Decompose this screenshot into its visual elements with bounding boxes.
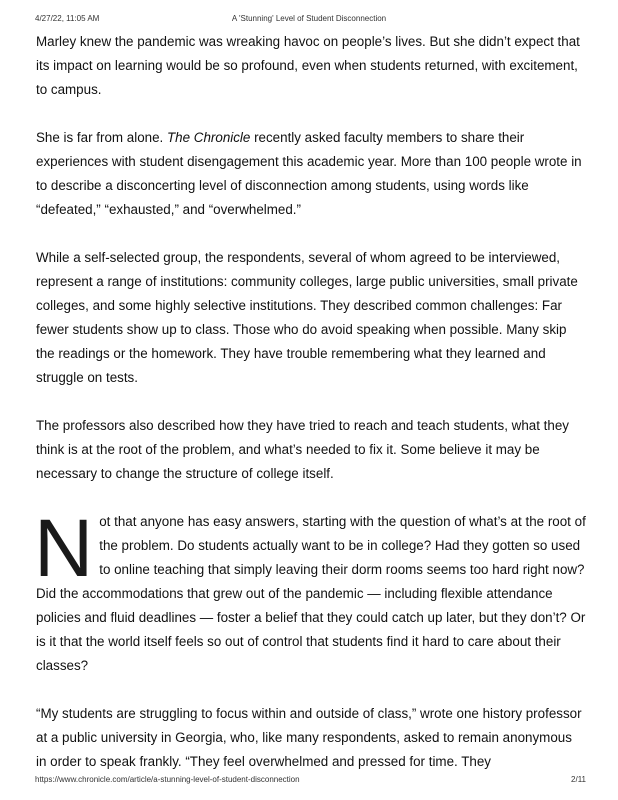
- paragraph-1: Marley knew the pandemic was wreaking havoc on people’s lives. But she didn’t expect that its impact on learning would be so profound, even when students returned, with excitement, to campus.: [36, 34, 580, 97]
- paragraph-2: [36, 126, 586, 222]
- article-body: [36, 30, 586, 774]
- print-footer: [0, 775, 618, 787]
- drop-cap: N: [34, 503, 94, 594]
- print-header: [0, 14, 618, 26]
- paragraph-6: “My students are struggling to focus within and outside of class,” wrote one history professor at a public university in Georgia, who, like many respondents, asked to remain anonymous in order to speak frankly. “They feel overwhelmed and pressed for time. They: [36, 706, 582, 769]
- paragraph-2-start: She is far from alone.: [36, 130, 167, 145]
- paragraph-3: While a self-selected group, the respondents, several of whom agreed to be interviewed, represent a range of institutions: community colleges, large public universities, small private colleges, and some highly selective institutions. They described common challenges: Far fewer students show up to class. Those who do avoid speaking when possible. Many skip the readings or the homework. They have trouble remembering what they learned and struggle on tests.: [36, 250, 578, 385]
- paragraph-4: The professors also described how they have tried to reach and teach students, what they think is at the root of the problem, and what’s needed to fix it. Some believe it may be necessary to change the structure of college itself.: [36, 418, 569, 481]
- publication-name: The Chronicle: [167, 130, 251, 145]
- paragraph-5: [34, 503, 586, 678]
- print-url: https://www.chronicle.com/article/a-stunning-level-of-student-disconnection: [35, 775, 300, 784]
- paragraph-2-rest: recently asked faculty members to share their experiences with student disengagement this academic year. More than 100 people wrote in to describe a disconcerting level of disconnection among students, using words like “defeated,” “exhausted,” and “overwhelmed.”: [36, 130, 582, 217]
- paragraph-5-text: ot that anyone has easy answers, starting with the question of what’s at the root of the problem. Do students actually want to be in college? Had they gotten so used to online teaching that simply leaving their dorm rooms seems too hard right now? Did the accommodations that grew out of the pandemic — including flexible attendance policies and fluid deadlines — foster a belief that they could catch up later, but they don’t? Or is it that the world itself feels so out of control that students find it hard to care about their classes?: [36, 514, 586, 673]
- print-datetime: 4/27/22, 11:05 AM: [35, 14, 100, 23]
- page-number: 2/11: [571, 775, 586, 784]
- print-page-title: A 'Stunning' Level of Student Disconnection: [231, 14, 387, 23]
